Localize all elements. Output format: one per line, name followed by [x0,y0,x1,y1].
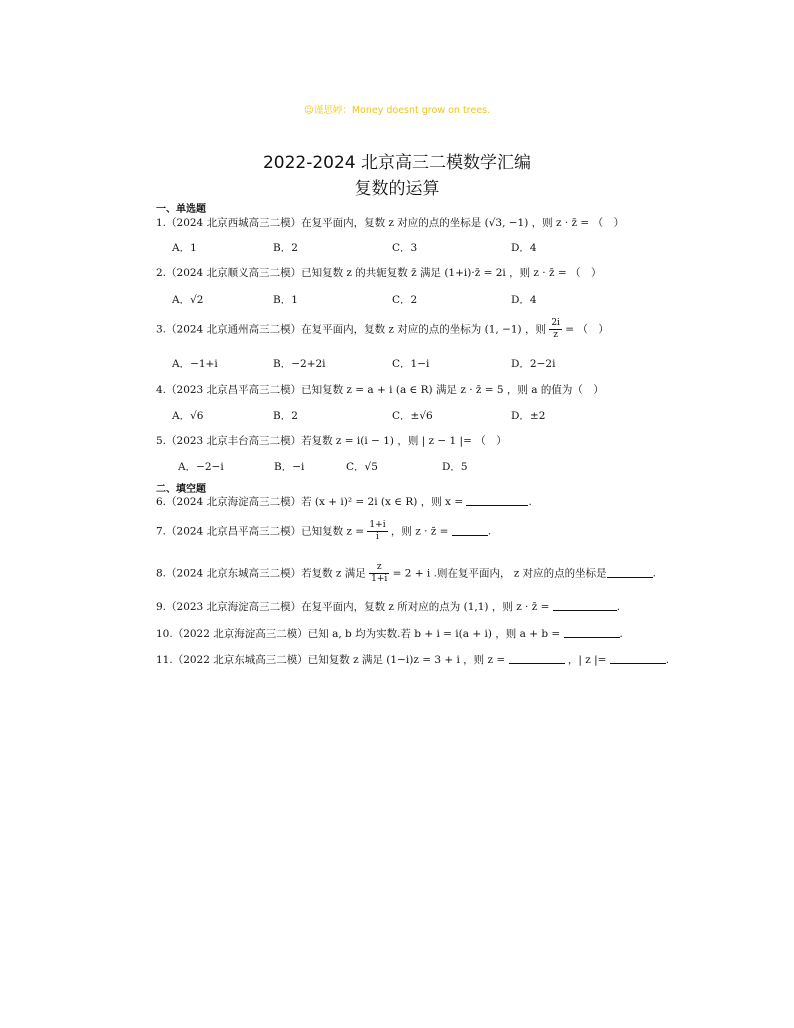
option-d: D．2−2i [511,358,556,370]
fraction-numerator: 1+i [369,520,386,530]
option-a: A．−2−i [178,461,224,473]
question-1-text: 1.（2024 北京西城高三二模）在复平面内，复数 z 对应的点的坐标是 (√3, −1) ，则 z · z̄ = （ ） [156,217,625,229]
question-6-text: 6.（2024 北京海淀高三二模）若 (x + i)² = 2i (x ∈ R) ，则 x = [156,496,467,508]
question-8 [156,562,656,585]
question-11-text: 11.（2022 北京东城高三二模）已知复数 z 满足 (1−i)z = 3 + i ，则 z = [156,654,509,666]
option-b: B．2 [273,242,298,254]
question-3-text: 3.（2024 北京通州高三二模）在复平面内，复数 z 对应的点的坐标为 (1, −1) ，则 [156,323,550,336]
question-6 [156,494,532,509]
question-4 [156,382,604,397]
question-10-text: 10.（2022 北京海淀高三二模）已知 a, b 均为实数.若 b + i = i(a + i) ，则 a + b = [156,628,564,640]
question-10 [156,626,623,641]
option-a: A．√6 [172,410,204,422]
question-7-tail: . [487,525,492,538]
answer-blank-modulus[interactable] [610,653,666,664]
answer-blank[interactable] [553,600,617,611]
question-5 [156,433,507,448]
question-11 [156,652,669,667]
fraction-denominator: z [553,330,558,340]
option-c: C．2 [392,294,418,306]
question-8-text: 8.（2024 北京东城高三二模）若复数 z 满足 [156,567,370,580]
section-fill-in: 二、填空题 [156,484,206,495]
answer-blank[interactable] [607,567,653,578]
option-b: B．2 [273,410,298,422]
option-c: C．√5 [346,461,378,473]
question-9-text: 9.（2023 北京海淀高三二模）在复平面内，复数 z 所对应的点为 (1,1) ，则 z · z̄ = [156,601,553,613]
fraction [367,520,387,543]
option-a: A．√2 [172,294,204,306]
question-8-mid: = 2 + i .则在复平面内， z 对应的点的坐标是 [389,567,607,580]
fraction-numerator: 2i [551,318,560,328]
option-c: C．±√6 [392,410,433,422]
fraction-denominator: i [376,532,379,542]
question-9-tail: . [616,601,621,613]
question-7-mid: ，则 z · z̄ = [387,525,452,538]
option-b: B．1 [273,294,298,306]
question-11-mid: ，| z |= [564,654,610,666]
question-4-text: 4.（2023 北京昌平高三二模）已知复数 z = a + i (a ∈ R) 满足 z · z̄ = 5 ，则 a 的值为（ ） [156,384,604,396]
question-2-text: 2.（2024 北京顺义高三二模）已知复数 z 的共轭复数 z̄ 满足 (1+i)·z̄ = 2i ，则 z · z̄ = （ ） [156,267,602,279]
answer-blank-z[interactable] [509,653,565,664]
option-d: D．4 [511,294,537,306]
option-d: D．4 [511,242,537,254]
option-b: B．−2+2i [273,358,326,370]
question-8-tail: . [652,567,656,580]
answer-blank[interactable] [564,627,620,638]
question-5-text: 5.（2023 北京丰台高三二模）若复数 z = i(i − 1) ，则 | z − 1 |= （ ） [156,435,507,447]
section-single-choice: 一、单选题 [156,204,206,215]
question-7-text: 7.（2024 北京昌平高三二模）已知复数 z = [156,525,368,538]
option-c: C．1−i [392,358,430,370]
fraction [549,318,562,341]
document-title: 2022-2024 北京高三二模数学汇编 [262,153,532,173]
question-2 [156,265,601,280]
option-a: A．−1+i [172,358,218,370]
option-c: C．3 [392,242,418,254]
question-6-tail: . [528,496,532,508]
fraction-denominator: 1+i [371,574,388,584]
question-10-tail: . [619,628,623,640]
option-d: D．5 [442,461,468,473]
watermark: ☺谨思婷：Money doesnt grow on trees. [303,105,491,116]
fraction [369,562,389,585]
option-b: B．−i [274,461,305,473]
question-11-tail: . [665,654,670,666]
option-a: A．1 [172,242,197,254]
question-1 [156,215,624,230]
answer-blank[interactable] [466,495,528,506]
answer-blank[interactable] [452,525,488,536]
option-d: D．±2 [511,410,546,422]
document-subtitle: 复数的运算 [354,179,440,199]
question-3 [156,318,609,341]
question-7 [156,520,491,543]
question-3-tail: = （ ） [561,323,609,336]
question-9 [156,599,620,614]
fraction-numerator: z [369,562,389,574]
